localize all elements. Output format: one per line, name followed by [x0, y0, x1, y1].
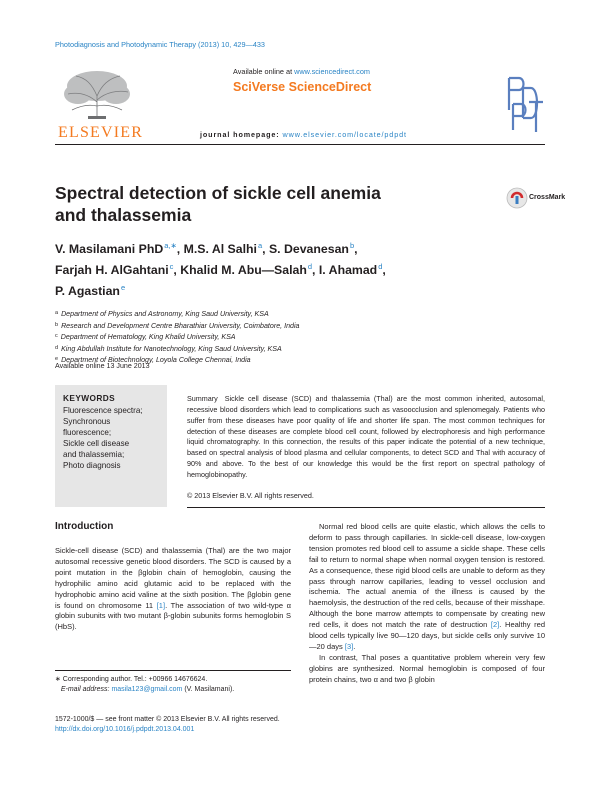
sciverse-brand[interactable]: SciVerse ScienceDirect [233, 80, 372, 94]
citation-link[interactable]: [3] [344, 641, 354, 651]
available-online-prefix: Available online at [233, 67, 293, 76]
elsevier-wordmark: ELSEVIER [58, 124, 144, 141]
pdpdt-logo-text: PDPDT [505, 74, 509, 75]
abstract-summary [187, 394, 545, 481]
author[interactable]: M.S. Al Salhi$^a$, [183, 241, 266, 256]
paragraph: In contrast, Thal poses a quantitative problem wherein very few globins are synthesized. Normal hemoglobin is composed of four protein chains, two α and two β globin [309, 652, 545, 684]
journal-homepage-link[interactable]: www.elsevier.com/locate/pdpdt [282, 130, 407, 139]
title-line-1: Spectral detection of sickle cell anemia [55, 183, 381, 203]
abstract-divider [187, 507, 545, 508]
journal-reference[interactable]: Photodiagnosis and Photodynamic Therapy (2013) 10, 429—433 [55, 40, 265, 49]
author[interactable]: V. Masilamani PhD$^{a,∗}$, [55, 241, 181, 256]
journal-homepage-label: journal homepage: [200, 130, 280, 139]
article-title [55, 182, 475, 226]
section-heading-introduction: Introduction [55, 521, 114, 532]
available-online-date: Available online 13 June 2013 [55, 362, 150, 370]
keyword-item: Sickle cell disease [63, 439, 130, 449]
affiliation-item: $^d$ King Abdullah Institute for Nanotechnology, King Saud University, KSA [55, 344, 282, 353]
keywords-list [63, 405, 163, 472]
journal-homepage [200, 130, 407, 139]
keywords-heading: KEYWORDS [63, 393, 116, 403]
paragraph: Sickle-cell disease (SCD) and thalassemia (Thal) are the two major autosomal recessive genetic blood disorders. The SCD is caused by a point mutation in the βglobin chain of hemoglobin, causing the hydrophilic amino acid glutamic acid to be replaced with the hydrophobic amino acid valine at the sixth position. The βglobin gene is found on chromosome 11 [1]. The association of two wild-type α globin subunits with two mutant β-globin subunits forms hemoglobin S (HbS). [55, 546, 291, 632]
pdpdt-journal-logo-icon [505, 74, 545, 134]
abstract-copyright: © 2013 Elsevier B.V. All rights reserved. [187, 491, 314, 500]
author[interactable]: S. Devanesan$^b$, [268, 241, 358, 256]
keyword-item: Fluorescence spectra; [63, 406, 143, 415]
corresponding-author: ∗ Corresponding author. Tel.: +00966 14676624. [55, 676, 208, 683]
author[interactable]: Khalid M. Abu—Salah$^d$, [180, 262, 316, 277]
paragraph: Normal red blood cells are quite elastic, which allows the cells to deform to pass through capillaries. In sickle-cell disease, low-oxygen tension promotes red blood cell to assume a sickle shape. These cells fail to return to normal shape when normal oxygen tension is restored. As a consequence, these rigid blood cells are unable to deform as they pass through narrow capillaries, leading to vessel occlusion and ischemia. The actual anemia of the illness is caused by the haemolysis, the destruction of the red cells, because of their misshape. Although the bone marrow attempts to compensate by creating new red cells, it does not match the rate of destruction [2]. Healthy red blood cells typically live 90—120 days, but sickle cells only survive 10—20 days [3]. [309, 522, 545, 651]
keyword-item: Synchronous [63, 417, 111, 427]
title-line-2: and thalassemia [55, 205, 192, 225]
footnote-divider [55, 670, 291, 671]
body-column-left [55, 546, 291, 633]
author-list [55, 237, 485, 300]
affiliation-item: $^e$ Department of Biotechnology, Loyola College Chennai, India [55, 356, 251, 365]
body-column-right [309, 522, 545, 686]
keyword-item: fluorescence; [63, 428, 112, 438]
summary-text: Sickle cell disease (SCD) and thalassemia (Thal) are the most common inherited, autosomal, recessive blood disorders which lead to complications such as vasoocclusion and splenomegaly. Patients who suffer from these diseases have poor quality of life and shorter life span. The most common techniques for detection of these diseases are complete blood cell count, followed by electrophoresis and high performance liquid chromatography. In this connection, the results of this paper indicate the potential of a new technique, based on spectral analysis of blood plasma and cellular components, to detect SCD and Thal with accuracy of 90% and above. To the best of our knowledge this would be the first report on spectral pathology of hemoglobinopathy. [187, 394, 545, 479]
available-online [233, 67, 370, 76]
affiliation-item: $^a$ Department of Physics and Astronomy, King Saud University, KSA [55, 310, 269, 318]
doi-link[interactable]: http://dx.doi.org/10.1016/j.pdpdt.2013.04.001 [55, 726, 195, 734]
affiliation-item: $^b$ Research and Development Centre Bharathiar University, Coimbatore, India [55, 321, 300, 330]
author[interactable]: P. Agastian$^e$ [55, 283, 126, 298]
keyword-item: Photo diagnosis [63, 461, 121, 471]
affiliations [55, 308, 545, 366]
author[interactable]: I. Ahamad$^d$, [318, 262, 386, 277]
summary-label: Summary [187, 394, 218, 403]
keyword-item: and thalassemia; [63, 450, 125, 460]
email-line: E-mail address: masila123@gmail.com (V. Masilamani). [60, 686, 235, 694]
header-divider [55, 144, 545, 145]
citation-link[interactable]: [1] [156, 600, 166, 610]
footnote [55, 675, 291, 696]
sciencedirect-link[interactable]: www.sciencedirect.com [294, 67, 370, 76]
crossmark-label[interactable]: CrossMark [529, 194, 566, 201]
affiliation-item: $^c$ Department of Hematology, King Khalid University, KSA [55, 333, 236, 342]
bottom-info [55, 715, 355, 736]
author[interactable]: Farjah H. AlGahtani$^c$, [55, 262, 177, 277]
elsevier-tree-logo-icon [58, 66, 136, 122]
email-link[interactable]: masila123@gmail.com [111, 686, 183, 694]
issn-line: 1572-1000/$ — see front matter © 2013 Elsevier B.V. All rights reserved. [55, 716, 280, 723]
citation-link[interactable]: [2] [490, 620, 500, 630]
